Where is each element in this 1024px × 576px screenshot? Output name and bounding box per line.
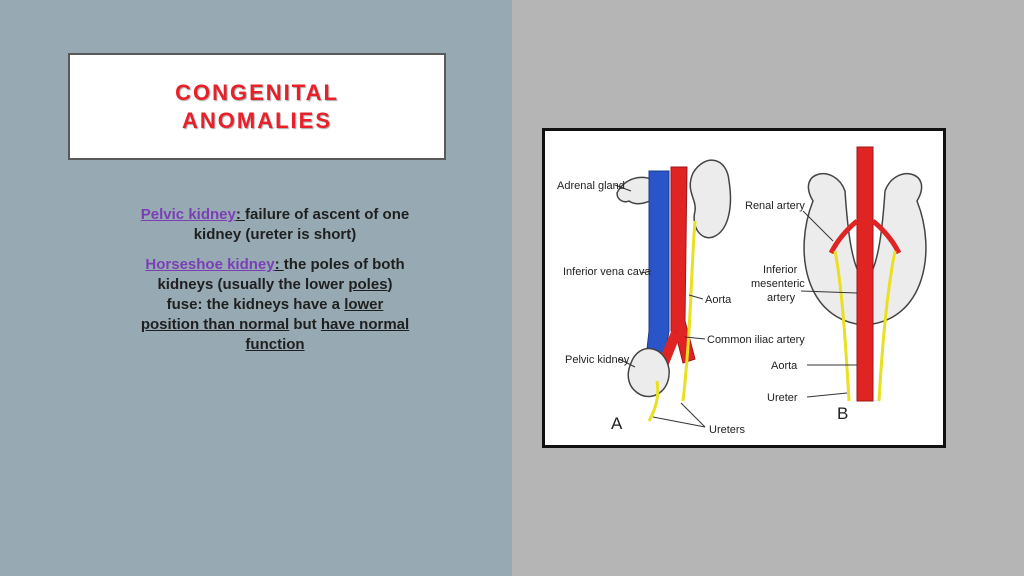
label-ima-line-2: mesenteric [751, 278, 805, 290]
kidney-diagram [545, 131, 943, 445]
pelvic-kidney-shape [628, 349, 669, 397]
horseshoe-kidney-term: Horseshoe kidney [145, 256, 275, 273]
title-line-2: ANOMALIES [182, 107, 332, 133]
panel-letter-b: B [837, 404, 849, 423]
pelvic-kidney-term: Pelvic kidney [140, 206, 236, 223]
horseshoe-text-3: but [289, 316, 321, 333]
label-pelvic-kidney: Pelvic kidney [565, 354, 630, 366]
title-line-1: CONGENITAL [175, 79, 339, 105]
horseshoe-text-normal-function: have normal function [245, 316, 410, 353]
horseshoe-kidney-paragraph [140, 255, 410, 355]
pelvic-kidney-colon: : [235, 206, 246, 223]
label-inferior-vena-cava: Inferior vena cava [563, 266, 651, 278]
label-renal-artery: Renal artery [745, 200, 805, 212]
label-ima-line-1: Inferior [763, 264, 798, 276]
body-text [140, 205, 410, 365]
horseshoe-text-1: the poles of both kidneys (usually the lower [157, 256, 405, 293]
pelvic-kidney-paragraph [140, 205, 410, 245]
label-common-iliac-artery: Common iliac artery [707, 334, 805, 346]
pelvic-kidney-description: failure of ascent of one kidney (ureter is short) [193, 206, 410, 243]
aorta-b [857, 147, 873, 401]
label-ureter-b: Ureter [767, 392, 798, 404]
kidney-a-upper [690, 160, 730, 237]
horseshoe-text-lower-position: lower position than normal [140, 296, 384, 333]
label-adrenal-gland: Adrenal gland [557, 180, 625, 192]
horseshoe-text-2: ) fuse: the kidneys have a [166, 276, 393, 313]
label-ureters: Ureters [709, 424, 746, 436]
label-ima-line-3: artery [767, 292, 796, 304]
label-aorta-b: Aorta [771, 360, 798, 372]
horseshoe-kidney-colon: : [274, 256, 284, 273]
panel-letter-a: A [611, 414, 623, 433]
kidney-anomalies-figure [542, 128, 946, 448]
horseshoe-text-poles: poles [348, 276, 388, 293]
title-box [68, 53, 446, 160]
label-aorta-a: Aorta [705, 294, 732, 306]
